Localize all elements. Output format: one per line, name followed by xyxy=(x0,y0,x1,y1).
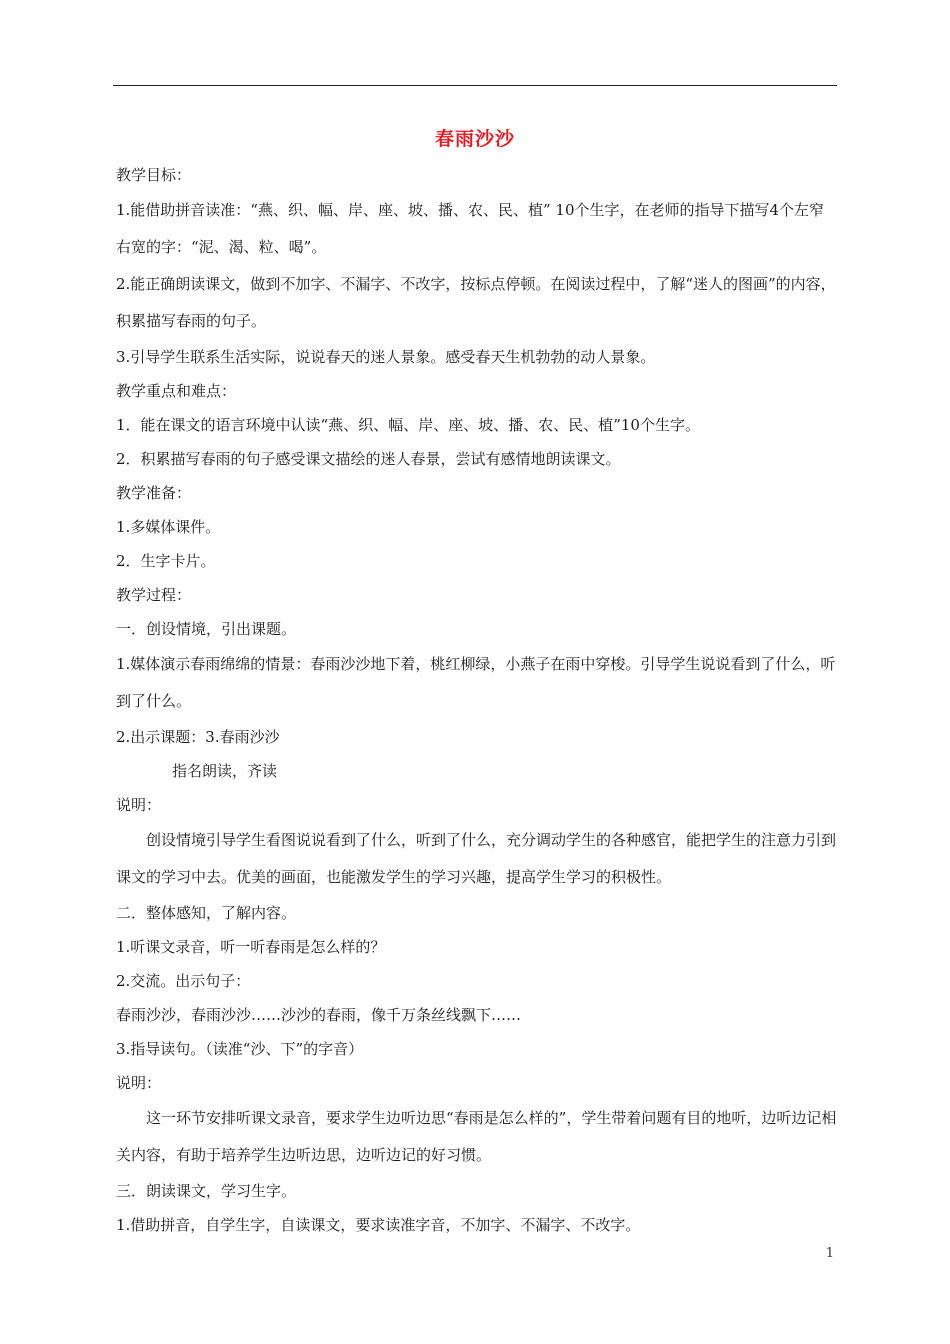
step-1-reading: 指名朗读，齐读 xyxy=(172,762,278,780)
step-1-item-1: 1.媒体演示春雨绵绵的情景：春雨沙沙地下着，桃红柳绿，小燕子在雨中穿梭。引导学生说说看到了什么，听到了什么。 xyxy=(116,655,836,710)
objective-3: 3.引导学生联系生活实际，说说春天的迷人景象。感受春天生机勃勃的动人景象。 xyxy=(116,348,656,366)
step-2-item-2: 2.交流。出示句子： xyxy=(116,972,251,990)
note-label-1: 说明： xyxy=(116,796,162,814)
note-label-2: 说明： xyxy=(116,1074,162,1092)
header-rule xyxy=(113,85,837,86)
keypoint-1: 1．能在课文的语言环境中认读“燕、织、幅、岸、座、坡、播、农、民、植”10个生字。 xyxy=(116,416,700,434)
step-1-heading: 一．创设情境，引出课题。 xyxy=(116,620,297,638)
keypoint-2: 2．积累描写春雨的句子感受课文描绘的迷人春景，尝试有感情地朗读课文。 xyxy=(116,450,621,468)
section-heading-keypoints: 教学重点和难点： xyxy=(116,382,237,400)
document-title: 春雨沙沙 xyxy=(434,128,515,150)
step-3-item-1: 1.借助拼音，自学生字，自读课文，要求读准字音，不加字、不漏字、不改字。 xyxy=(116,1216,641,1234)
preparation-1: 1.多媒体课件。 xyxy=(116,518,221,536)
step-1-item-2: 2.出示课题：3.春雨沙沙 xyxy=(116,728,280,746)
page-number: 1 xyxy=(825,1246,834,1261)
note-text-2: 这一环节安排听课文录音，要求学生边听边思“春雨是怎么样的”，学生带着问题有目的地听，边听边记相关内容，有助于培养学生边听边思，边听边记的好习惯。 xyxy=(116,1109,837,1164)
step-2-item-1: 1.听课文录音，听一听春雨是怎么样的？ xyxy=(116,938,386,956)
section-heading-process: 教学过程： xyxy=(116,586,192,604)
step-2-heading: 二．整体感知，了解内容。 xyxy=(116,904,297,922)
step-3-heading: 三．朗读课文，学习生字。 xyxy=(116,1182,297,1200)
objective-2: 2.能正确朗读课文，做到不加字、不漏字、不改字，按标点停顿。在阅读过程中，了解“迷人的图画”的内容，积累描写春雨的句子。 xyxy=(116,275,836,330)
step-2-sentence: 春雨沙沙，春雨沙沙……沙沙的春雨，像千万条丝线飘下…… xyxy=(116,1006,522,1024)
section-heading-objectives: 教学目标： xyxy=(116,166,192,184)
preparation-2: 2．生字卡片。 xyxy=(116,552,216,570)
objective-1: 1.能借助拼音读准：“燕、织、幅、岸、座、坡、播、农、民、植” 10个生字，在老师的指导下描写4个左窄右宽的字：“泥、渴、粒、喝”。 xyxy=(116,201,825,256)
note-text-1: 创设情境引导学生看图说说看到了什么，听到了什么，充分调动学生的各种感官，能把学生的注意力引到课文的学习中去。优美的画面，也能激发学生的学习兴趣，提高学生学习的积极性。 xyxy=(116,831,837,886)
section-heading-preparation: 教学准备： xyxy=(116,484,192,502)
document-body xyxy=(116,158,838,1242)
step-2-item-3: 3.指导读句。（读准“沙、下”的字音） xyxy=(116,1040,364,1058)
